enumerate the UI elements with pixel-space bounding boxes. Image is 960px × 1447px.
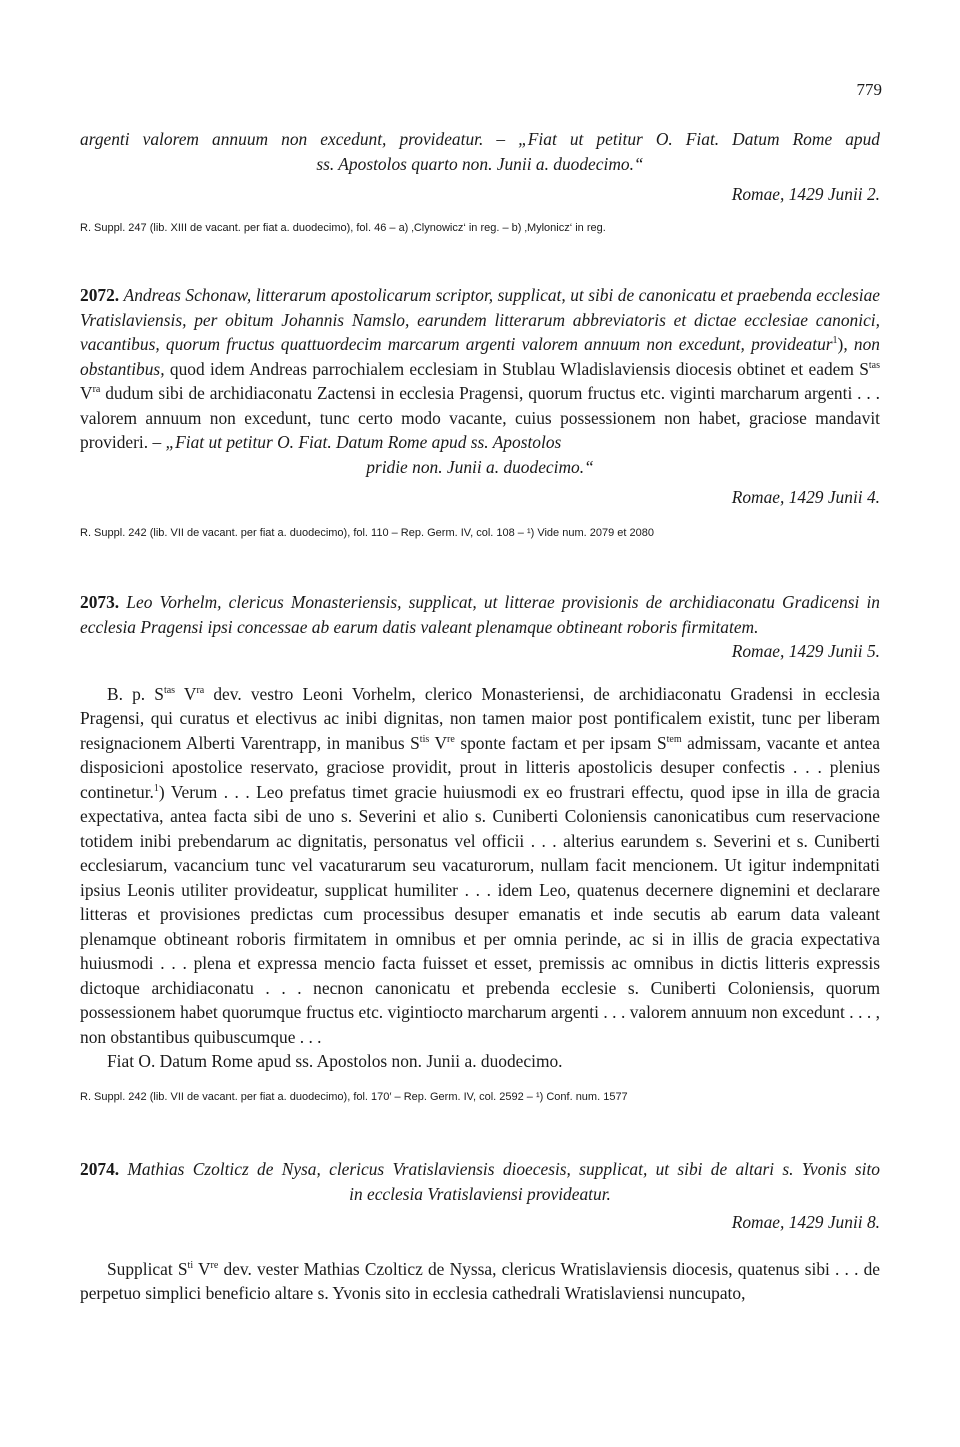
entry-2073-body: B. p. $S^{tas}$ $V^{ra}$ dev. vestro Leoni Vorhelm, clerico Monasteriensi, de archidiaconatu Gradensi in ecclesia Pragensi, qui curatus et electivus ac inibi dignitas, non tamen maior post pontificalem existit, tunc per liberam resignacionem Alberti Varentrapp, in manibus $S^{tis}$ Vre sponte factam et per ipsam $S^{tem}$ admissam, vacante et antea disposicioni apostolice reservato, graciose providit, prout in litteris apostolicis desuper confectis . . . plenius continetur.$^1$) Verum . . . Leo prefatus timet gracie huiusmodi ex eo frustrari effectu, quod ipse in illa de gracia expectativa, antea facta sibi de uno s. Severini et alio s. Cuniberti Coloniensis canonicatibus cum reservacione totidem inibi prebendarum ac dignitatis, personatus vel officii . . . alterius earundem s. Severini et s. Cuniberti ecclesiarum, vacancium tunc vel vacaturarum seu vacaturorum, nullam facit mencionem. Ut igitur indempnitati ipsius Leonis utiliter provideatur, supplicat humiliter . . . idem Leo, quatenus decernere dignemini et declarare litteras et provisiones predictas cum processibus desuper emanatis et inde secutis ab earum data valeant plenamque obtineant roboris firmitatem in omnibus et per omnia perinde, ac si in illis de gracia expectativa huiusmodi . . . plena et expressa mencio facta fuisset et esset, premissis ac omnibus in dictis litteris expressis dictoque archidiaconatu . . . necnon canonicatu et prebenda ecclesie s. Cuniberti Coloniensis, quorum possessionem habet quorumque fructus etc. vigintiocto marcharum argenti . . . valorem annuum non excedunt . . . , non obstantibus quibuscumque . . . <box>80 683 881 1047</box>
page-number: 779 <box>856 80 882 99</box>
entry-2073 <box>80 590 880 1104</box>
entry-2073-date: Romae, 1429 Junii 5. <box>731 641 880 661</box>
entry-2071-text2: ss. Apostolos quarto non. Junii a. duodecimo.“ <box>316 153 644 174</box>
entry-2071-text: argenti valorem annuum non excedunt, provideatur. – „Fiat ut petitur O. Fiat. Datum Rome apud <box>80 129 880 149</box>
entry-2072-summary: 2072. Andreas Schonaw, litterarum apostolicarum scriptor, supplicat, ut sibi de canonicatu et praebenda ecclesiae Vratislaviensis, per obitum Johannis Namslo, earundem litterarum abbreviatoris et dictae ecclesiae canonici, vacantibus, quorum fructus quattuordecim marcarum argenti valorem annuum non excedunt, provideatur$^1$), non obstantibus, quod idem Andreas parrochialem ecclesiam in Stublau Wladislaviensis diocesis obtinet et eadem $S^{tas}$ $V^{ra}$ dudum sibi de archidiaconatu Zactensi in ecclesia Pragensi, quorum fructus etc. viginti marcharum argenti . . . valorem annuum non excedunt, tunc certo modo vacante, cuius possessionem non habet, graciose mandavit provideri. – „Fiat ut petitur O. Fiat. Datum Rome apud ss. Apostolos <box>80 285 880 452</box>
entry-2071-note: R. Suppl. 247 (lib. XIII de vacant. per fiat a. duodecimo), fol. 46 – a) ‚Clynowicz‘ in reg. – b) ‚Mylonicz‘ in reg. <box>80 221 606 234</box>
entry-2073-fiat: Fiat O. Datum Rome apud ss. Apostolos non. Junii a. duodecimo. <box>107 1051 563 1071</box>
entry-2073-note: R. Suppl. 242 (lib. VII de vacant. per fiat a. duodecimo), fol. 170′ – Rep. Germ. IV, col. 2592 – ¹) Conf. num. 1577 <box>80 1090 628 1103</box>
entry-2074-date: Romae, 1429 Junii 8. <box>731 1212 880 1232</box>
entry-2071-tail <box>80 127 880 235</box>
entry-2073-summary: 2073. Leo Vorhelm, clericus Monasteriensis, supplicat, ut litterae provisionis de archidiaconatu Gradicensi in ecclesia Pragensi ipsi concessae ab earum datis valeant plenamque obtineant roboris firmitatem. <box>80 592 880 637</box>
entry-2074-body: Supplicat $S^{ti}$ Vre dev. vester Mathias Czolticz de Nyssa, clericus Wratislaviensis diocesis, quatenus sibi . . . de perpetuo simplici beneficio altare s. Yvonis sito in ecclesia cathedrali Wratislaviensi nuncupato, <box>80 1258 881 1303</box>
entry-2072: 2072. Andreas Schonaw, litterarum apostolicarum scriptor, supplicat, ut sibi de canonicatu et praebenda ecclesiae Vratislaviensis, per obitum Johannis Namslo, earundem litterarum abbreviatoris et dictae ecclesiae canonici, vacantibus, quorum fructus quattuordecim marcarum argenti valorem annuum non excedunt, provideatur$^1$), non obstantibus, quod idem Andreas parrochialem ecclesiam in Stublau Wladislaviensis diocesis obtinet et eadem $S^{tas}$ $V^{ra}$ dudum sibi de archidiaconatu Zactensi in ecclesia Pragensi, quorum fructus etc. viginti marcharum argenti . . . valorem annuum non excedunt, tunc certo modo vacante, cuius possessionem non habet, graciose mandavit provideri. – „Fiat ut petitur O. Fiat. Datum Rome apud ss. Apostolos pridie non. Junii a. duodecimo.“ Romae, 1429 Junii 4. R. Suppl. 242 (lib. VII de vacant. per fiat a. duodecimo), fol. 110 – Rep. Germ. IV, col. 108 – ¹) Vide num. 2079 et 2080 <box>80 285 880 539</box>
entry-2072-note: R. Suppl. 242 (lib. VII de vacant. per fiat a. duodecimo), fol. 110 – Rep. Germ. IV, col. 108 – ¹) Vide num. 2079 et 2080 <box>80 526 654 539</box>
entry-2074-summary: 2074. Mathias Czolticz de Nysa, clericus Vratislaviensis dioecesis, supplicat, ut sibi de altari s. Yvonis sito <box>80 1159 880 1179</box>
entry-number: 2072. <box>80 285 120 305</box>
entry-2072-date: Romae, 1429 Junii 4. <box>731 487 880 507</box>
entry-2074: 2074. Mathias Czolticz de Nysa, clericus Vratislaviensis dioecesis, supplicat, ut sibi de altari s. Yvonis sito in ecclesia Vratislaviensi provideatur. Romae, 1429 Junii 8. Supplicat $S^{ti}$ Vre dev. vester Mathias Czolticz de Nyssa, clericus Wratislaviensis diocesis, quatenus sibi . . . de perpetuo simplici beneficio altare s. Yvonis sito in ecclesia cathedrali Wratislaviensi nuncupato, <box>80 1157 880 1306</box>
entry-2071-date: Romae, 1429 Junii 2. <box>731 184 880 204</box>
